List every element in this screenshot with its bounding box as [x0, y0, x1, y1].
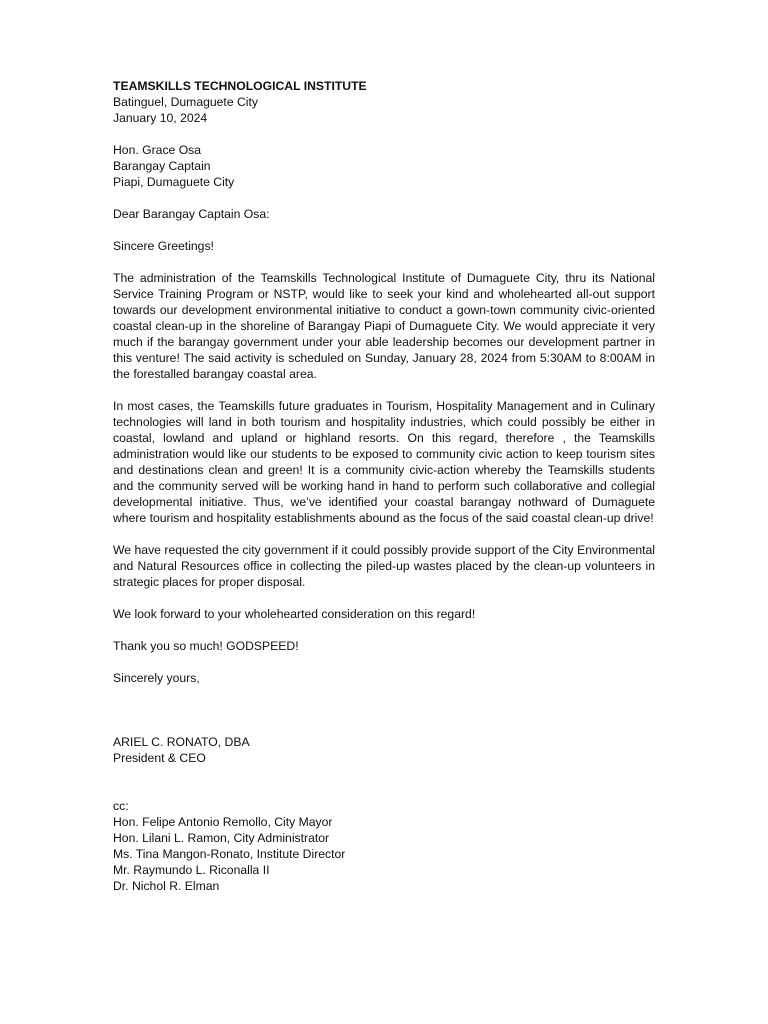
institution-address: Batinguel, Dumaguete City: [113, 95, 258, 109]
letterhead: [113, 78, 655, 126]
cc-recipient: Mr. Raymundo L. Riconalla II: [113, 863, 270, 877]
salutation: Dear Barangay Captain Osa:: [113, 207, 270, 221]
cc-label: cc:: [113, 799, 129, 813]
body-paragraph-1: The administration of the Teamskills Technological Institute of Dumaguete City, thru its National Service Training Program or NSTP, would like to seek your kind and wholehearted all-out support towards our development environmental initiative to conduct a gown-town community civic-oriented coastal clean-up in the shoreline of Barangay Piapi of Dumaguete City. We would appreciate it very much if the barangay government under your able leadership becomes our development partner in this venture! The said activity is scheduled on Sunday, January 28, 2024 from 5:30AM to 8:00AM in the forestalled barangay coastal area.: [113, 271, 655, 381]
signatory-title: President & CEO: [113, 751, 206, 765]
cc-recipient: Ms. Tina Mangon-Ronato, Institute Director: [113, 847, 346, 861]
body-paragraph-3: We have requested the city government if it could possibly provide support of the City Environmental and Natural Resources office in collecting the piled-up wastes placed by the clean-up volunteers in strategic places for proper disposal.: [113, 543, 655, 589]
body-paragraph-4: We look forward to your wholehearted consideration on this regard!: [113, 607, 476, 621]
institution-name: TEAMSKILLS TECHNOLOGICAL INSTITUTE: [113, 79, 367, 93]
closing: Sincerely yours,: [113, 671, 200, 685]
letter-date: January 10, 2024: [113, 111, 208, 125]
signatory-name: ARIEL C. RONATO, DBA: [113, 735, 250, 749]
signature-block: [113, 734, 655, 766]
body-paragraph-5: Thank you so much! GODSPEED!: [113, 639, 299, 653]
greeting: Sincere Greetings!: [113, 239, 214, 253]
cc-recipient: Hon. Felipe Antonio Remollo, City Mayor: [113, 815, 333, 829]
cc-recipient: Hon. Lilani L. Ramon, City Administrator: [113, 831, 330, 845]
cc-block: [113, 798, 655, 894]
letter-page: [113, 78, 655, 894]
recipient-name: Hon. Grace Osa: [113, 143, 202, 157]
recipient-block: [113, 142, 655, 190]
recipient-address: Piapi, Dumaguete City: [113, 175, 235, 189]
body-paragraph-2: In most cases, the Teamskills future graduates in Tourism, Hospitality Management and in Culinary technologies will land in both tourism and hospitality industries, which could possibly be either in coastal, lowland and upland or highland resorts. On this regard, therefore , the Teamskills administration would like our students to be exposed to community civic action to keep tourism sites and destinations clean and green! It is a community civic-action whereby the Teamskills students and the community served will be working hand in hand to perform such collaborative and collegial developmental initiative. Thus, we’ve identified your coastal barangay nothward of Dumaguete where tourism and hospitality establishments abound as the focus of the said coastal clean-up drive!: [113, 399, 655, 525]
cc-recipient: Dr. Nichol R. Elman: [113, 879, 220, 893]
recipient-title: Barangay Captain: [113, 159, 211, 173]
